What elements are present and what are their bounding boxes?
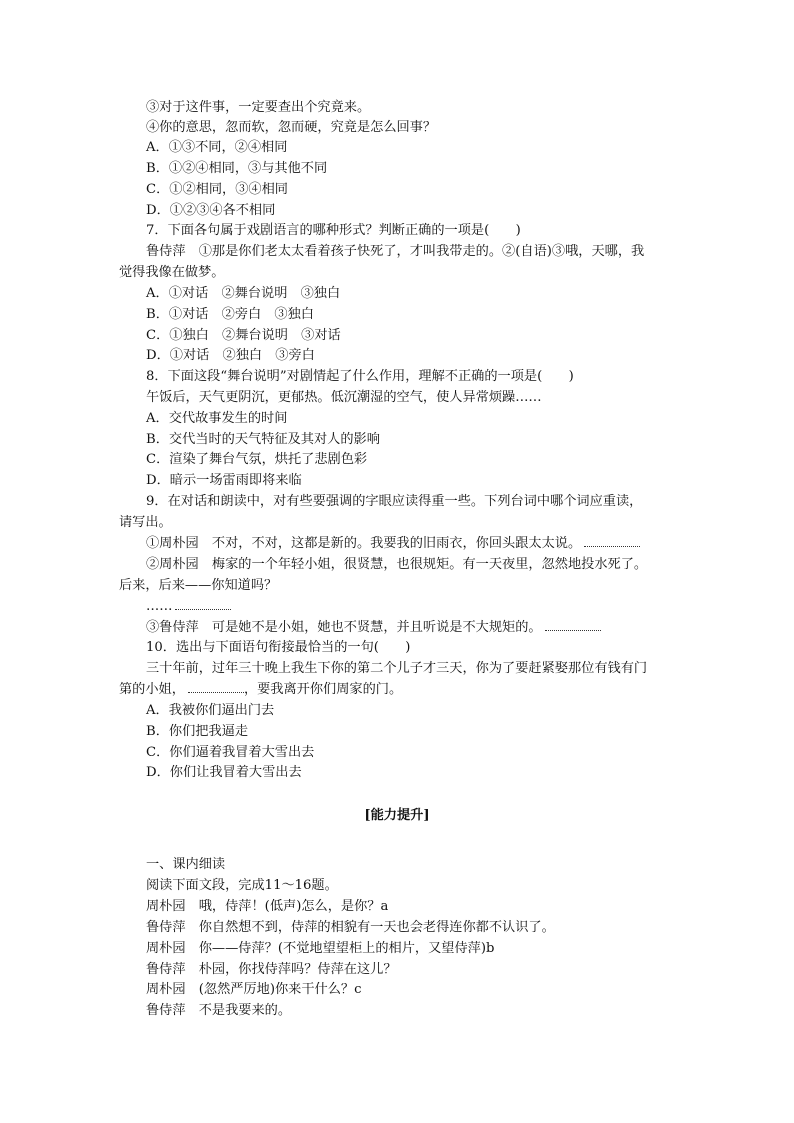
text-line: 觉得我像在做梦。 xyxy=(119,265,225,280)
question-8: 8．下面这段“舞台说明”对剧情起了什么作用，理解不正确的一项是( ) xyxy=(146,369,574,384)
question-10: 10．选出与下面语句衔接最恰当的一句( ) xyxy=(146,640,411,655)
line-text: ①周朴园 不对，不对，这都是新的。我要我的旧雨衣，你回头跟太太说。 xyxy=(146,536,582,551)
option-line: C．①独白 ②舞台说明 ③对话 xyxy=(146,328,341,343)
text-line: 鲁侍萍 不是我要来的。 xyxy=(146,1003,292,1018)
line-text: ③鲁侍萍 可是她不是小姐，她也不贤慧，并且听说是不大规矩的。 xyxy=(146,620,542,635)
option-line: B．你们把我逼走 xyxy=(146,724,249,739)
text-line: 周朴园 (忽然严厉地)你来干什么？c xyxy=(146,982,362,997)
text-line: 一、课内细读 xyxy=(146,857,226,872)
answer-blank xyxy=(584,534,640,547)
option-line: D．①对话 ②独白 ③旁白 xyxy=(146,348,315,363)
question-9: 9．在对话和朗读中，对有些要强调的字眼应读得重一些。下列台词中哪个词应重读， xyxy=(146,494,643,509)
text-line: ④你的意思，忽而软，忽而硬，究竟是怎么回事？ xyxy=(146,120,437,135)
line-text: 第的小姐， xyxy=(119,682,185,697)
text-line xyxy=(146,534,706,554)
option-line: A．交代故事发生的时间 xyxy=(146,411,288,426)
option-line: A．①③不同，②④相同 xyxy=(146,140,288,155)
text-line: ②周朴园 梅家的一个年轻小姐，很贤慧，也很规矩。有一天夜里，忽然地投水死了。 xyxy=(146,557,648,572)
option-line: B．①②④相同，③与其他不同 xyxy=(146,161,328,176)
text-line xyxy=(119,680,679,700)
question-7: 7．下面各句属于戏剧语言的哪种形式？判断正确的一项是( ) xyxy=(146,223,521,238)
option-line: B．①对话 ②旁白 ③独白 xyxy=(146,307,314,322)
text-line: 鲁侍萍 朴园，你找侍萍吗？侍萍在这儿？ xyxy=(146,962,397,977)
text-line: 阅读下面文段，完成11～16题。 xyxy=(146,878,338,893)
option-line: C．渲染了舞台气氛，烘托了悲剧色彩 xyxy=(146,452,368,467)
line-text: ，要我离开你们周家的门。 xyxy=(243,682,403,697)
option-line: D．暗示一场雷雨即将来临 xyxy=(146,473,302,488)
option-line: C．①②相同，③④相同 xyxy=(146,182,288,197)
text-line: 请写出。 xyxy=(119,515,172,530)
answer-blank xyxy=(188,680,244,693)
text-line: 周朴园 哦，侍萍！(低声)怎么，是你？a xyxy=(146,899,389,914)
text-line xyxy=(146,597,706,617)
text-line xyxy=(146,618,706,638)
option-line: B．交代当时的天气特征及其对人的影响 xyxy=(146,432,380,447)
text-line: 鲁侍萍 你自然想不到，侍萍的相貌有一天也会老得连你都不认识了。 xyxy=(146,920,555,935)
option-line: A．①对话 ②舞台说明 ③独白 xyxy=(146,286,341,301)
text-line: 三十年前，过年三十晚上我生下你的第二个儿子才三天，你为了要赶紧娶那位有钱有门 xyxy=(146,661,648,676)
text-line: 周朴园 你——侍萍？(不觉地望望柜上的相片，又望侍萍)b xyxy=(146,941,495,956)
option-line: C．你们逼着我冒着大雪出去 xyxy=(146,745,315,760)
answer-blank xyxy=(175,597,231,610)
option-line: D．①②③④各不相同 xyxy=(146,203,276,218)
option-line: A．我被你们逼出门去 xyxy=(146,703,275,718)
text-line: 鲁侍萍 ①那是你们老太太看着孩子快死了，才叫我带走的。②(自语)③哦，天哪，我 xyxy=(146,244,645,259)
text-line: 午饭后，天气更阴沉，更郁热。低沉潮湿的空气，使人异常烦躁…… xyxy=(146,390,542,405)
line-text: …… xyxy=(146,599,173,614)
option-line: D．你们让我冒着大雪出去 xyxy=(146,765,302,780)
section-heading: [能力提升] xyxy=(364,808,430,823)
answer-blank xyxy=(545,618,601,631)
text-line: 后来，后来——你知道吗？ xyxy=(119,578,278,593)
text-line: ③对于这件事，一定要查出个究竟来。 xyxy=(146,100,371,115)
